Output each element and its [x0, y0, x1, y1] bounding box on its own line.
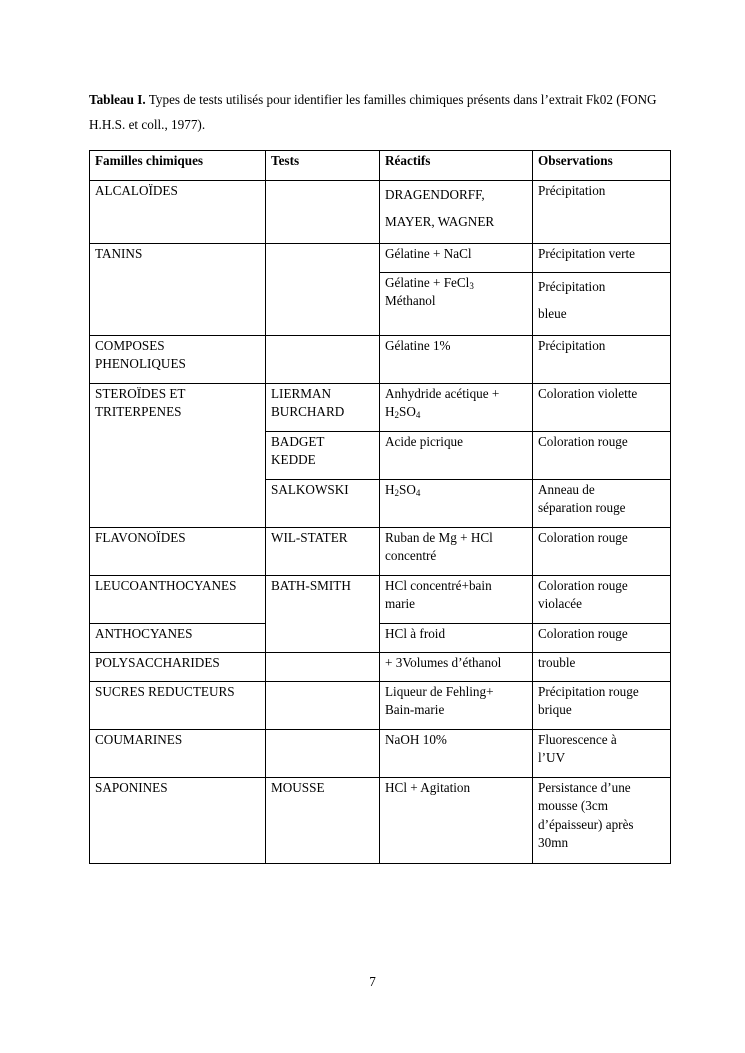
reactif-line: MAYER, WAGNER [385, 213, 495, 229]
reactif-cell [380, 527, 533, 575]
test-line: BADGET [271, 433, 325, 449]
test-line: BURCHARD [271, 404, 345, 419]
reactif-line: marie [385, 596, 416, 611]
reactif-cell: Gélatine 1% [380, 335, 533, 383]
observation-cell [533, 729, 671, 777]
observation-line: bleue [538, 305, 567, 321]
famille-cell: ANTHOCYANES [90, 623, 266, 652]
observation-line: Fluorescence à [538, 731, 617, 747]
observation-line: séparation rouge [538, 500, 626, 515]
reactif-cell: HCl à froid [380, 623, 533, 652]
reactif-line: HCl concentré+bain [385, 577, 492, 593]
observation-line: mousse (3cm [538, 798, 608, 813]
observation-cell [533, 272, 671, 335]
observation-cell [533, 575, 671, 623]
famille-cell: SAPONINES [90, 777, 266, 863]
subscript: 3 [469, 280, 474, 291]
observation-cell: Précipitation [533, 335, 671, 383]
reactif-cell [380, 575, 533, 623]
header-observations: Observations [533, 151, 671, 181]
famille-cell: ALCALOÏDES [90, 180, 266, 243]
formula-part: SO [399, 481, 416, 497]
reactif-line: concentré [385, 548, 437, 563]
observation-line: brique [538, 702, 572, 717]
test-line: LIERMAN [271, 385, 332, 401]
table-row [90, 335, 671, 383]
famille-cell: LEUCOANTHOCYANES [90, 575, 266, 623]
test-cell [266, 180, 380, 243]
famille-line: STEROÏDES ET [95, 385, 186, 401]
reactif-line: Méthanol [385, 293, 436, 308]
subscript: 2 [394, 410, 400, 420]
test-cell: WIL-STATER [266, 527, 380, 575]
reactif-line: Ruban de Mg + HCl [385, 529, 493, 545]
test-cell: MOUSSE [266, 777, 380, 863]
reactif-cell [380, 681, 533, 729]
observation-cell [533, 479, 671, 527]
observation-line: Précipitation [538, 278, 606, 294]
reactif-line: Liqueur de Fehling+ [385, 683, 494, 699]
reactif-cell: HCl + Agitation [380, 777, 533, 863]
table-row [90, 575, 671, 623]
famille-cell: FLAVONOÏDES [90, 527, 266, 575]
header-familles: Familles chimiques [90, 151, 266, 181]
reactif-line: DRAGENDORFF, [385, 186, 485, 202]
observation-line: Persistance d’une [538, 779, 631, 795]
header-row [90, 151, 671, 181]
observation-cell [533, 777, 671, 863]
reactif-cell: NaOH 10% [380, 729, 533, 777]
formula-part: SO [399, 404, 416, 419]
famille-cell [90, 383, 266, 527]
test-cell [266, 383, 380, 431]
test-line: KEDDE [271, 452, 316, 467]
chemical-tests-table [89, 150, 671, 864]
table-row [90, 383, 671, 431]
test-cell [266, 681, 380, 729]
observation-line: Précipitation rouge [538, 683, 639, 699]
famille-cell [90, 335, 266, 383]
observation-cell: Coloration violette [533, 383, 671, 431]
observation-cell: Précipitation [533, 180, 671, 243]
test-cell [266, 335, 380, 383]
reactif-cell [380, 180, 533, 243]
formula-part: H [385, 404, 395, 419]
subscript: 2 [394, 487, 400, 498]
table-row [90, 652, 671, 681]
test-cell [266, 243, 380, 335]
reactif-cell [380, 479, 533, 527]
formula-part: H [385, 481, 395, 497]
subscript: 4 [415, 487, 421, 498]
test-cell [266, 431, 380, 479]
reactif-line: Gélatine + FeCl [385, 274, 470, 290]
table-row [90, 180, 671, 243]
reactif-cell [380, 383, 533, 431]
page-number: 7 [369, 974, 376, 989]
table-row [90, 777, 671, 863]
test-cell: SALKOWSKI [266, 479, 380, 527]
test-cell: BATH-SMITH [266, 575, 380, 652]
observation-cell: trouble [533, 652, 671, 681]
observation-line: d’épaisseur) après [538, 816, 634, 832]
observation-line: violacée [538, 596, 582, 611]
observation-line: Coloration rouge [538, 577, 628, 593]
reactif-line: Anhydride acétique + [385, 385, 500, 401]
test-cell [266, 652, 380, 681]
reactif-line: Bain-marie [385, 702, 445, 717]
reactif-cell [380, 272, 533, 335]
header-tests: Tests [266, 151, 380, 181]
test-cell [266, 729, 380, 777]
reactif-cell: Gélatine + NaCl [380, 243, 533, 272]
observation-line: Anneau de [538, 481, 595, 497]
caption-label: Tableau I. [89, 92, 146, 107]
table-row [90, 527, 671, 575]
observation-cell: Coloration rouge [533, 431, 671, 479]
famille-line: COMPOSES [95, 337, 165, 353]
subscript: 4 [415, 410, 421, 420]
table-row [90, 729, 671, 777]
famille-cell: POLYSACCHARIDES [90, 652, 266, 681]
famille-line: TRITERPENES [95, 404, 182, 419]
famille-cell: COUMARINES [90, 729, 266, 777]
reactif-cell: + 3Volumes d’éthanol [380, 652, 533, 681]
famille-cell: SUCRES REDUCTEURS [90, 681, 266, 729]
table-row [90, 623, 671, 652]
famille-line: PHENOLIQUES [95, 356, 186, 371]
observation-cell: Précipitation verte [533, 243, 671, 272]
table-row [90, 681, 671, 729]
observation-line: 30mn [538, 835, 569, 850]
observation-cell: Coloration rouge [533, 623, 671, 652]
table-row [90, 243, 671, 272]
table-caption [89, 87, 669, 137]
caption-text: Types de tests utilisés pour identifier les familles chimiques présents dans l’extrait Fk02 (FONG H.H.S. et coll., 1977). [89, 92, 657, 132]
observation-line: l’UV [538, 750, 566, 765]
famille-cell: TANINS [90, 243, 266, 335]
header-reactifs: Réactifs [380, 151, 533, 181]
reactif-cell: Acide picrique [380, 431, 533, 479]
observation-cell [533, 681, 671, 729]
observation-cell: Coloration rouge [533, 527, 671, 575]
